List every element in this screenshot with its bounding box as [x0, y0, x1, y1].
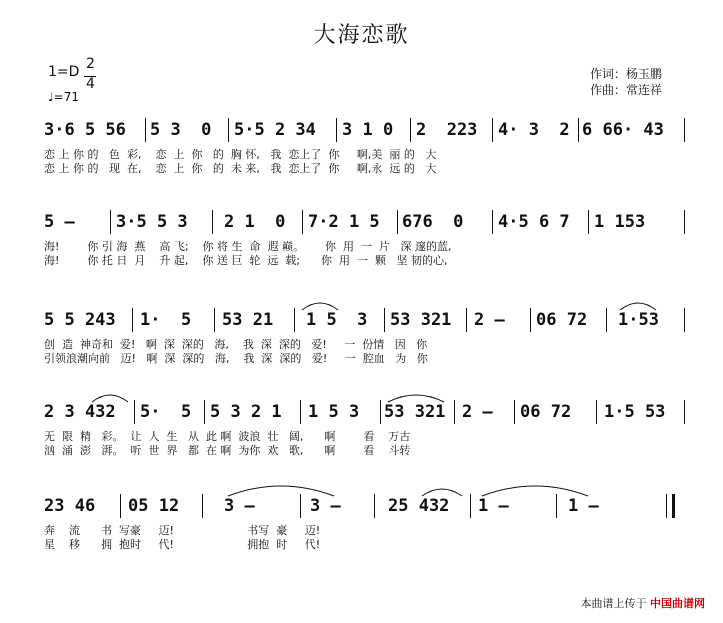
measure: 2 — — [462, 402, 493, 422]
lyric-line-1: 创 造 神奇和 爱! 啊 深 深的 海, 我 深 深的 爱! 一 份情 因 你 — [44, 338, 428, 351]
lyric-line-2: 汹 涌 澎 湃。 听 世 界 都 在 啊 为你 欢 歌, 啊 看 斗转 — [44, 444, 411, 457]
song-title: 大海恋歌 — [313, 23, 410, 48]
measure: 06 72 — [536, 310, 588, 330]
lyric-line-1: 无 限 精 彩。 让 人 生 从 此 啊 波浪 壮 阔, 啊 看 万古 — [44, 430, 411, 443]
measure: 5 3 0 — [150, 120, 212, 140]
quarter-note-icon: ♩ — [48, 90, 54, 104]
measure: 2 223 — [416, 120, 478, 140]
measure: 23 46 — [44, 496, 96, 516]
measure: 676 0 — [402, 212, 464, 232]
measure: 3·6 5 56 — [44, 120, 126, 140]
lyric-line-1: 海! 你 引 海 燕 高 飞; 你 将 生 命 遐 巅。 你 用 一 片 深 邃的蓝, — [44, 240, 452, 253]
final-barline — [672, 494, 675, 518]
measure: 2 3 432 — [44, 402, 116, 422]
measure: 2 — — [474, 310, 505, 330]
lyric-line-2: 海! 你 托 日 月 升 起, 你 送 巨 轮 远 载; 你 用 一 颗 坚 韧的心, — [44, 254, 448, 267]
credits — [590, 66, 662, 98]
measure: 3·5 5 3 — [116, 212, 188, 232]
time-signature-bottom: 4 — [86, 76, 95, 92]
footer-text: 本曲谱上传于 — [580, 597, 647, 610]
measure: 5· 5 — [140, 402, 192, 422]
footer-brand-logo[interactable]: 中国曲谱网 — [650, 597, 705, 610]
measure: 06 72 — [520, 402, 572, 422]
measure: 5 — — [44, 212, 75, 232]
measure: 4· 3 2 — [498, 120, 570, 140]
lyric-line-2: 星 移 拥 抱时 代! 拥抱 时 代! — [44, 538, 321, 551]
measure: 3 — — [224, 496, 255, 516]
measure: 6 66· 43 — [582, 120, 664, 140]
measure: 53 321 — [384, 402, 446, 422]
measure: 1·5 53 — [604, 402, 666, 422]
composer: 作曲：常连祥 — [590, 83, 663, 97]
measure: 1 153 — [594, 212, 646, 232]
tempo-marking — [48, 90, 79, 104]
measure: 2 1 0 — [224, 212, 286, 232]
lyricist: 作词：杨玉鹏 — [590, 67, 663, 81]
measure: 1 5 3 — [308, 402, 360, 422]
measure: 5 5 243 — [44, 310, 116, 330]
footer — [581, 595, 706, 611]
measure: 1 — — [568, 496, 599, 516]
lyric-line-1: 奔 流 书 写豪 迈! 书写 豪 迈! — [44, 524, 321, 537]
measure: 1·53 — [618, 310, 659, 330]
key-signature: 1=D — [48, 64, 80, 80]
measure: 5 3 2 1 — [210, 402, 282, 422]
measure: 3 — — [310, 496, 341, 516]
lyric-line-2: 引领浪潮向前 迈! 啊 深 深的 海, 我 深 深的 爱! 一 腔血 为 你 — [44, 352, 428, 365]
time-signature-top: 2 — [86, 56, 95, 72]
measure: 7·2 1 5 — [308, 212, 380, 232]
measure: 53 21 — [222, 310, 274, 330]
measure: 1 5 3 — [306, 310, 368, 330]
measure: 3 1 0 — [342, 120, 394, 140]
measure: 1 — — [478, 496, 509, 516]
lyric-line-2: 恋 上 你 的 现 在, 恋 上 你 的 未 来, 我 恋上了 你 啊,永 远 的 大 — [44, 162, 437, 175]
measure: 1· 5 — [140, 310, 192, 330]
measure: 4·5 6 7 — [498, 212, 570, 232]
measure: 05 12 — [128, 496, 180, 516]
tempo-value: =71 — [53, 90, 79, 104]
measure: 53 321 — [390, 310, 452, 330]
measure: 5·5 2 34 — [234, 120, 316, 140]
measure: 25 432 — [388, 496, 450, 516]
lyric-line-1: 恋 上 你 的 色 彩, 恋 上 你 的 胸 怀, 我 恋上了 你 啊,美 丽 的 大 — [44, 148, 437, 161]
